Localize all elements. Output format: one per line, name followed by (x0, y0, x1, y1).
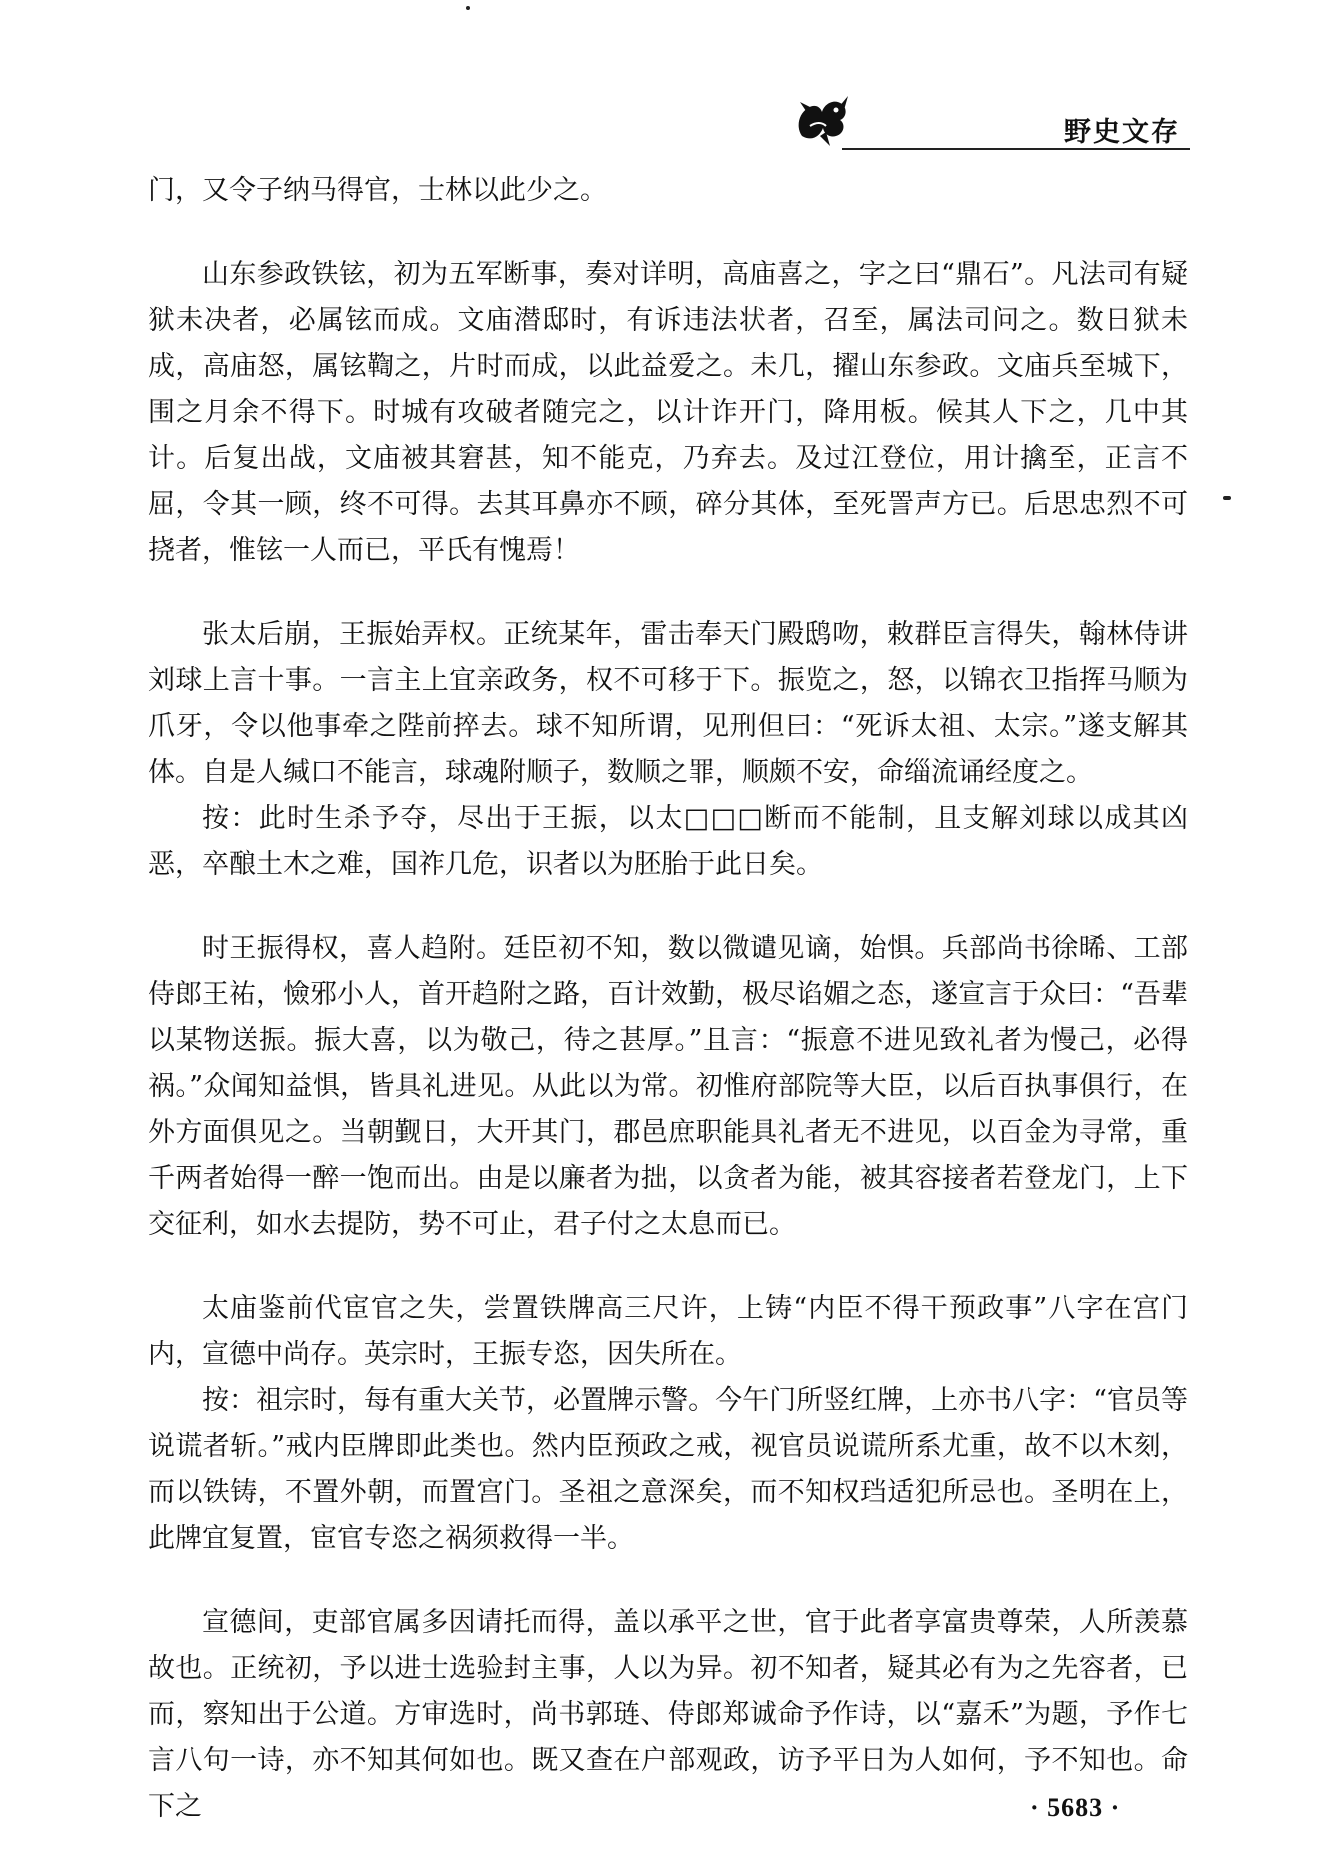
dragon-logo-icon (790, 88, 860, 154)
paragraph: 时王振得权，喜人趋附。廷臣初不知，数以微谴见谪，始惧。兵部尚书徐晞、工部侍郎王祐，憸邪小人，首开趋附之路，百计效勤，极尽谄媚之态，遂宣言于众曰：“吾辈以某物送振。振大喜，以为敬己，待之甚厚。”且言：“振意不进见致礼者为慢己，必得祸。”众闻知益惧，皆具礼进见。从此以为常。初惟府部院等大臣，以后百执事俱行，在外方面俱见之。当朝觐日，大开其门，郡邑庶职能具礼者无不进见，以百金为寻常，重千两者始得一醉一饱而出。由是以廉者为拙，以贪者为能，被其容接者若登龙门，上下交征利，如水去提防，势不可止，君子付之太息而已。 (148, 933, 1188, 1240)
paragraph: 门，又令子纳马得官，士林以此少之。 (148, 175, 607, 206)
running-header (790, 88, 1190, 154)
header-title: 野史文存 (1064, 117, 1180, 148)
header-rule (842, 148, 1190, 150)
page-number: · 5683 · (1030, 1793, 1121, 1822)
paragraph: 张太后崩，王振始弄权。正统某年，雷击奉天门殿鸱吻，敕群臣言得失，翰林侍讲刘球上言十事。一言主上宜亲政务，权不可移于下。振览之，怒，以锦衣卫指挥马顺为爪牙，令以他事牵之陛前捽去。球不知所谓，见刑但曰：“死诉太祖、太宗。”遂支解其体。自是人缄口不能言，球魂附顺子，数顺之罪，顺颇不安，命缁流诵经度之。 (148, 619, 1188, 788)
paragraph: 宣德间，吏部官属多因请托而得，盖以承平之世，官于此者享富贵尊荣，人所羡慕故也。正统初，予以进士选验封主事，人以为异。初不知者，疑其必有为之先容者，已而，察知出于公道。方审选时，尚书郭琏、侍郎郑诚命予作诗，以“嘉禾”为题，予作七言八句一诗，亦不知其何如也。既又查在户部观政，访予平日为人如何，予不知也。命下之 (148, 1607, 1188, 1822)
commentary-paragraph: 按：祖宗时，每有重大关节，必置牌示警。今午门所竖红牌，上亦书八字：“官员等说谎者斩。”戒内臣牌即此类也。然内臣预政之戒，视官员说谎所系尤重，故不以木刻，而以铁铸，不置外朝，而置宫门。圣祖之意深矣，而不知权珰适犯所忌也。圣明在上，此牌宜复置，宦官专恣之祸须救得一半。 (148, 1385, 1188, 1554)
paragraph: 山东参政铁铉，初为五军断事，奏对详明，高庙喜之，字之曰“鼎石”。凡法司有疑狱未决者，必属铉而成。文庙潜邸时，有诉违法状者，召至，属法司问之。数日狱未成，高庙怒，属铉鞫之，片时而成，以此益爱之。未几，擢山东参政。文庙兵至城下，围之月余不得下。时城有攻破者随完之，以计诈开门，降用板。候其人下之，几中其计。后复出战，文庙被其窘甚，知不能克，乃弃去。及过江登位，用计擒至，正言不屈，令其一顾，终不可得。去其耳鼻亦不顾，碎分其体，至死詈声方已。后思忠烈不可挠者，惟铉一人而已，平氏有愧焉！ (148, 259, 1188, 566)
body-text (148, 168, 1188, 1830)
scan-speck (466, 6, 470, 10)
paragraph: 太庙鉴前代宦官之失，尝置铁牌高三尺许，上铸“内臣不得干预政事”八字在宫门内，宣德中尚存。英宗时，王振专恣，因失所在。 (148, 1293, 1188, 1370)
scan-speck (1223, 496, 1231, 500)
commentary-paragraph: 按：此时生杀予夺，尽出于王振，以太□□□断而不能制，且支解刘球以成其凶恶，卒酿土木之难，国祚几危，识者以为胚胎于此日矣。 (148, 803, 1188, 880)
